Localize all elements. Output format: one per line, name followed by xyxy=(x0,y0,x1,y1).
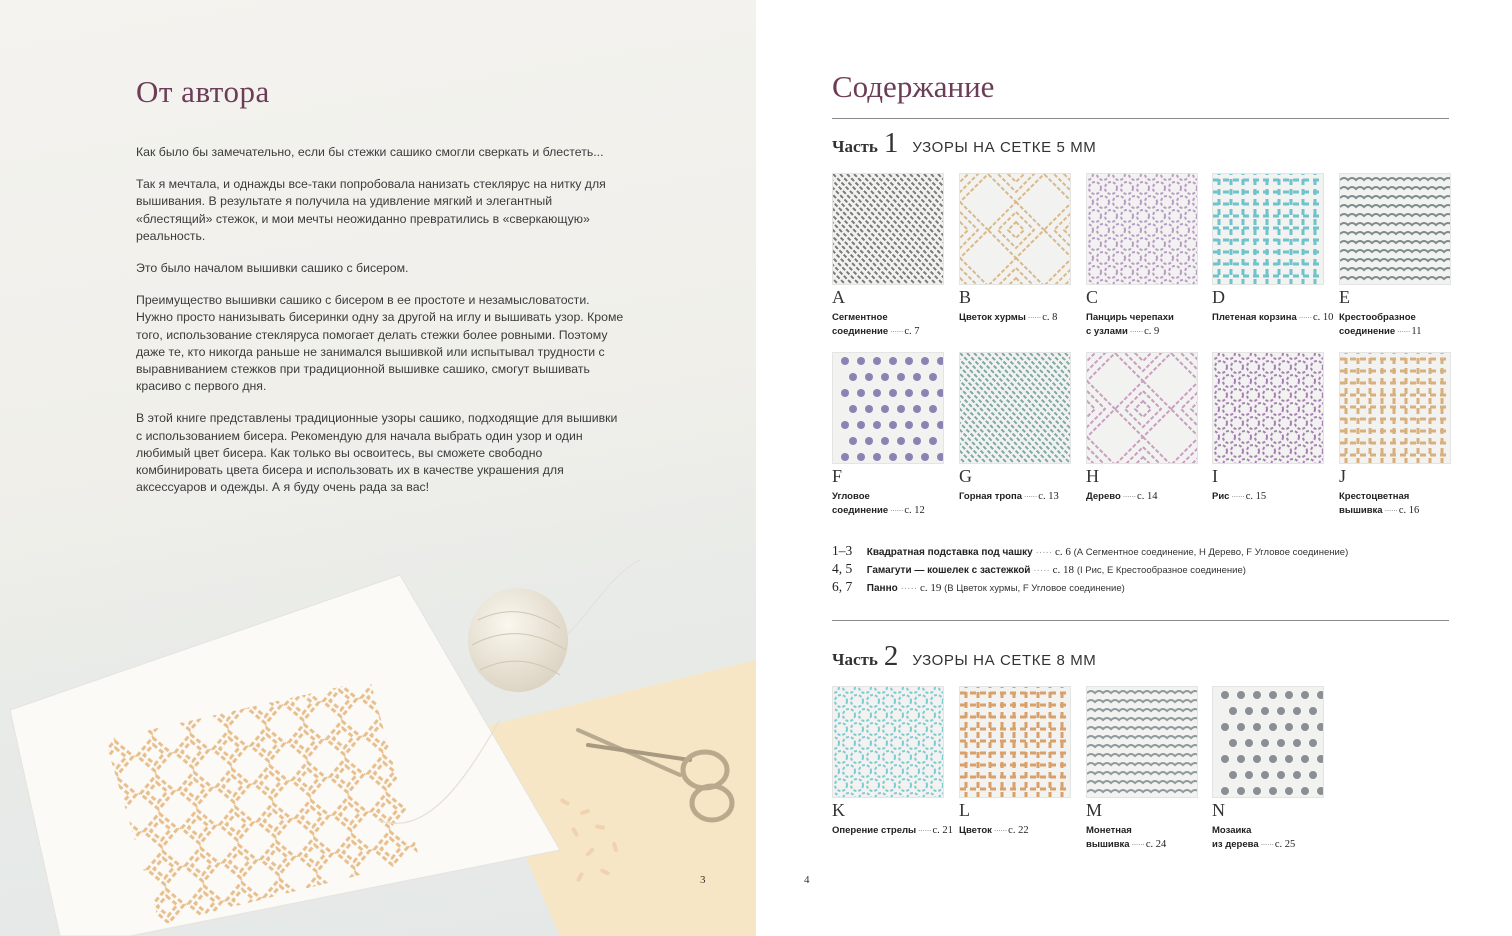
pattern-caption[interactable]: Горная тропа ······ с. 13 xyxy=(959,491,1059,502)
pattern-thumbnail[interactable] xyxy=(1212,686,1324,798)
pattern-letter: C xyxy=(1086,287,1099,307)
pattern-caption[interactable]: Угловое соединение ······ с. 12 xyxy=(832,491,925,516)
pattern-thumbnail[interactable] xyxy=(1086,686,1198,798)
pattern-caption[interactable]: Дерево ······ с. 14 xyxy=(1086,491,1158,502)
pattern-thumbnail[interactable] xyxy=(959,686,1071,798)
pattern-caption[interactable]: Монетная вышивка ······ с. 24 xyxy=(1086,825,1167,850)
pattern-caption[interactable]: Мозаика из дерева ······ с. 25 xyxy=(1212,825,1296,850)
pattern-letter: I xyxy=(1212,466,1218,486)
right-page xyxy=(756,0,1512,936)
pattern-letter: G xyxy=(959,466,972,486)
pattern-caption[interactable]: Крестообразное соединение ······ 11 xyxy=(1339,312,1422,337)
pattern-letter: K xyxy=(832,800,845,820)
page-title: От автора xyxy=(136,74,270,109)
part-word: Часть xyxy=(832,137,878,156)
pattern-thumbnail[interactable] xyxy=(1339,352,1451,464)
pattern-letter: F xyxy=(832,466,843,486)
page-number: 4 xyxy=(804,874,810,886)
pattern-letter: A xyxy=(832,287,845,307)
part-number: 1 xyxy=(883,127,899,159)
project-line[interactable]: 6, 7 Панно ····· с. 19 (В Цветок хурмы, F Угловое соединение) xyxy=(832,579,1125,594)
pattern-caption[interactable]: Цветок ······ с. 22 xyxy=(959,825,1029,836)
page-number: 3 xyxy=(700,874,706,886)
pattern-caption[interactable]: Плетеная корзина ······ с. 10 xyxy=(1212,312,1334,323)
pattern-letter: D xyxy=(1212,287,1225,307)
pattern-thumbnail[interactable] xyxy=(1086,173,1198,285)
pattern-caption[interactable]: Цветок хурмы ······ с. 8 xyxy=(959,312,1058,323)
pattern-thumbnail[interactable] xyxy=(832,686,944,798)
paragraph: Это было началом вышивки сашико с бисером. xyxy=(136,261,409,276)
divider xyxy=(832,118,1449,119)
pattern-letter: B xyxy=(959,287,972,307)
pattern-thumbnail[interactable] xyxy=(1212,352,1324,464)
author-text xyxy=(136,144,626,511)
pattern-letter: H xyxy=(1086,466,1099,486)
project-line[interactable]: 1–3 Квадратная подставка под чашку ····· с. 6 (А Сегментное соединение, Н Дерево, F Угловое соединение) xyxy=(832,543,1349,558)
paragraph: Так я мечтала, и однажды все-таки попробовала нанизать стеклярус на нитку для вышивания. В результате я получила на удивление мягкий и элегантный «блестящий» стежок, и мои мечты неожиданно превратились в «сверкающую» реальность. xyxy=(136,177,606,243)
divider xyxy=(832,620,1449,621)
contents-title: Содержание xyxy=(832,69,995,104)
paragraph: Как было бы замечательно, если бы стежки сашико смогли сверкать и блестеть... xyxy=(136,145,604,159)
pattern-thumbnail[interactable] xyxy=(1339,173,1451,285)
pattern-thumbnail[interactable] xyxy=(959,352,1071,464)
pattern-letter: J xyxy=(1339,466,1347,486)
pattern-caption[interactable]: Крестоцветная вышивка ······ с. 16 xyxy=(1339,491,1420,516)
paragraph: Преимущество вышивки сашико с бисером в ее простоте и незамысловатости. Нужно просто нанизывать бисеринки одну за другой на иглу и вышивать узор. Кроме того, использование стекляруса помогает делать стежки более ровными. Поэтому даже те, кто никогда раньше не занимался вышивкой или испытывал трудности с выравниванием стежков при традиционной вышивке сашико, смогут вышивать красиво с первого дня. xyxy=(136,293,624,394)
embroidery-photo xyxy=(0,520,756,936)
pattern-letter: L xyxy=(959,800,970,820)
pattern-caption[interactable]: Панцирь черепахи с узлами ······ с. 9 xyxy=(1086,312,1174,337)
pattern-letter: M xyxy=(1086,800,1103,820)
pattern-letter: E xyxy=(1339,287,1350,307)
part-1-heading xyxy=(832,127,1096,160)
part-word: Часть xyxy=(832,650,878,669)
pattern-thumbnail[interactable] xyxy=(832,352,944,464)
project-line[interactable]: 4, 5 Гамагути — кошелек с застежкой ····· с. 18 (I Рис, Е Крестообразное соединение) xyxy=(832,561,1246,576)
part-description: УЗОРЫ НА СЕТКЕ 5 ММ xyxy=(912,139,1097,156)
pattern-thumbnail[interactable] xyxy=(959,173,1071,285)
pattern-thumbnail[interactable] xyxy=(1212,173,1324,285)
paragraph: В этой книге представлены традиционные узоры сашико, подходящие для вышивки с использованием бисера. Рекомендую для начала выбрать один узор и один любимый цвет бисера. Как только вы освоитесь, вы сможете свободно комбинировать цвета бисера и использовать их в качестве украшения для аксессуаров и одежды. А я буду очень рада за вас! xyxy=(136,411,618,495)
pattern-caption[interactable]: Рис ······ с. 15 xyxy=(1212,491,1267,502)
pattern-thumbnail[interactable] xyxy=(1086,352,1198,464)
part-description: УЗОРЫ НА СЕТКЕ 8 ММ xyxy=(912,652,1097,669)
pattern-letter: N xyxy=(1212,800,1225,820)
pattern-caption[interactable]: Сегментное соединение ······ с. 7 xyxy=(832,312,920,337)
pattern-caption[interactable]: Оперение стрелы ······ с. 21 xyxy=(832,825,953,836)
pattern-thumbnail[interactable] xyxy=(832,173,944,285)
part-number: 2 xyxy=(883,640,899,672)
part-2-heading xyxy=(832,640,1096,673)
